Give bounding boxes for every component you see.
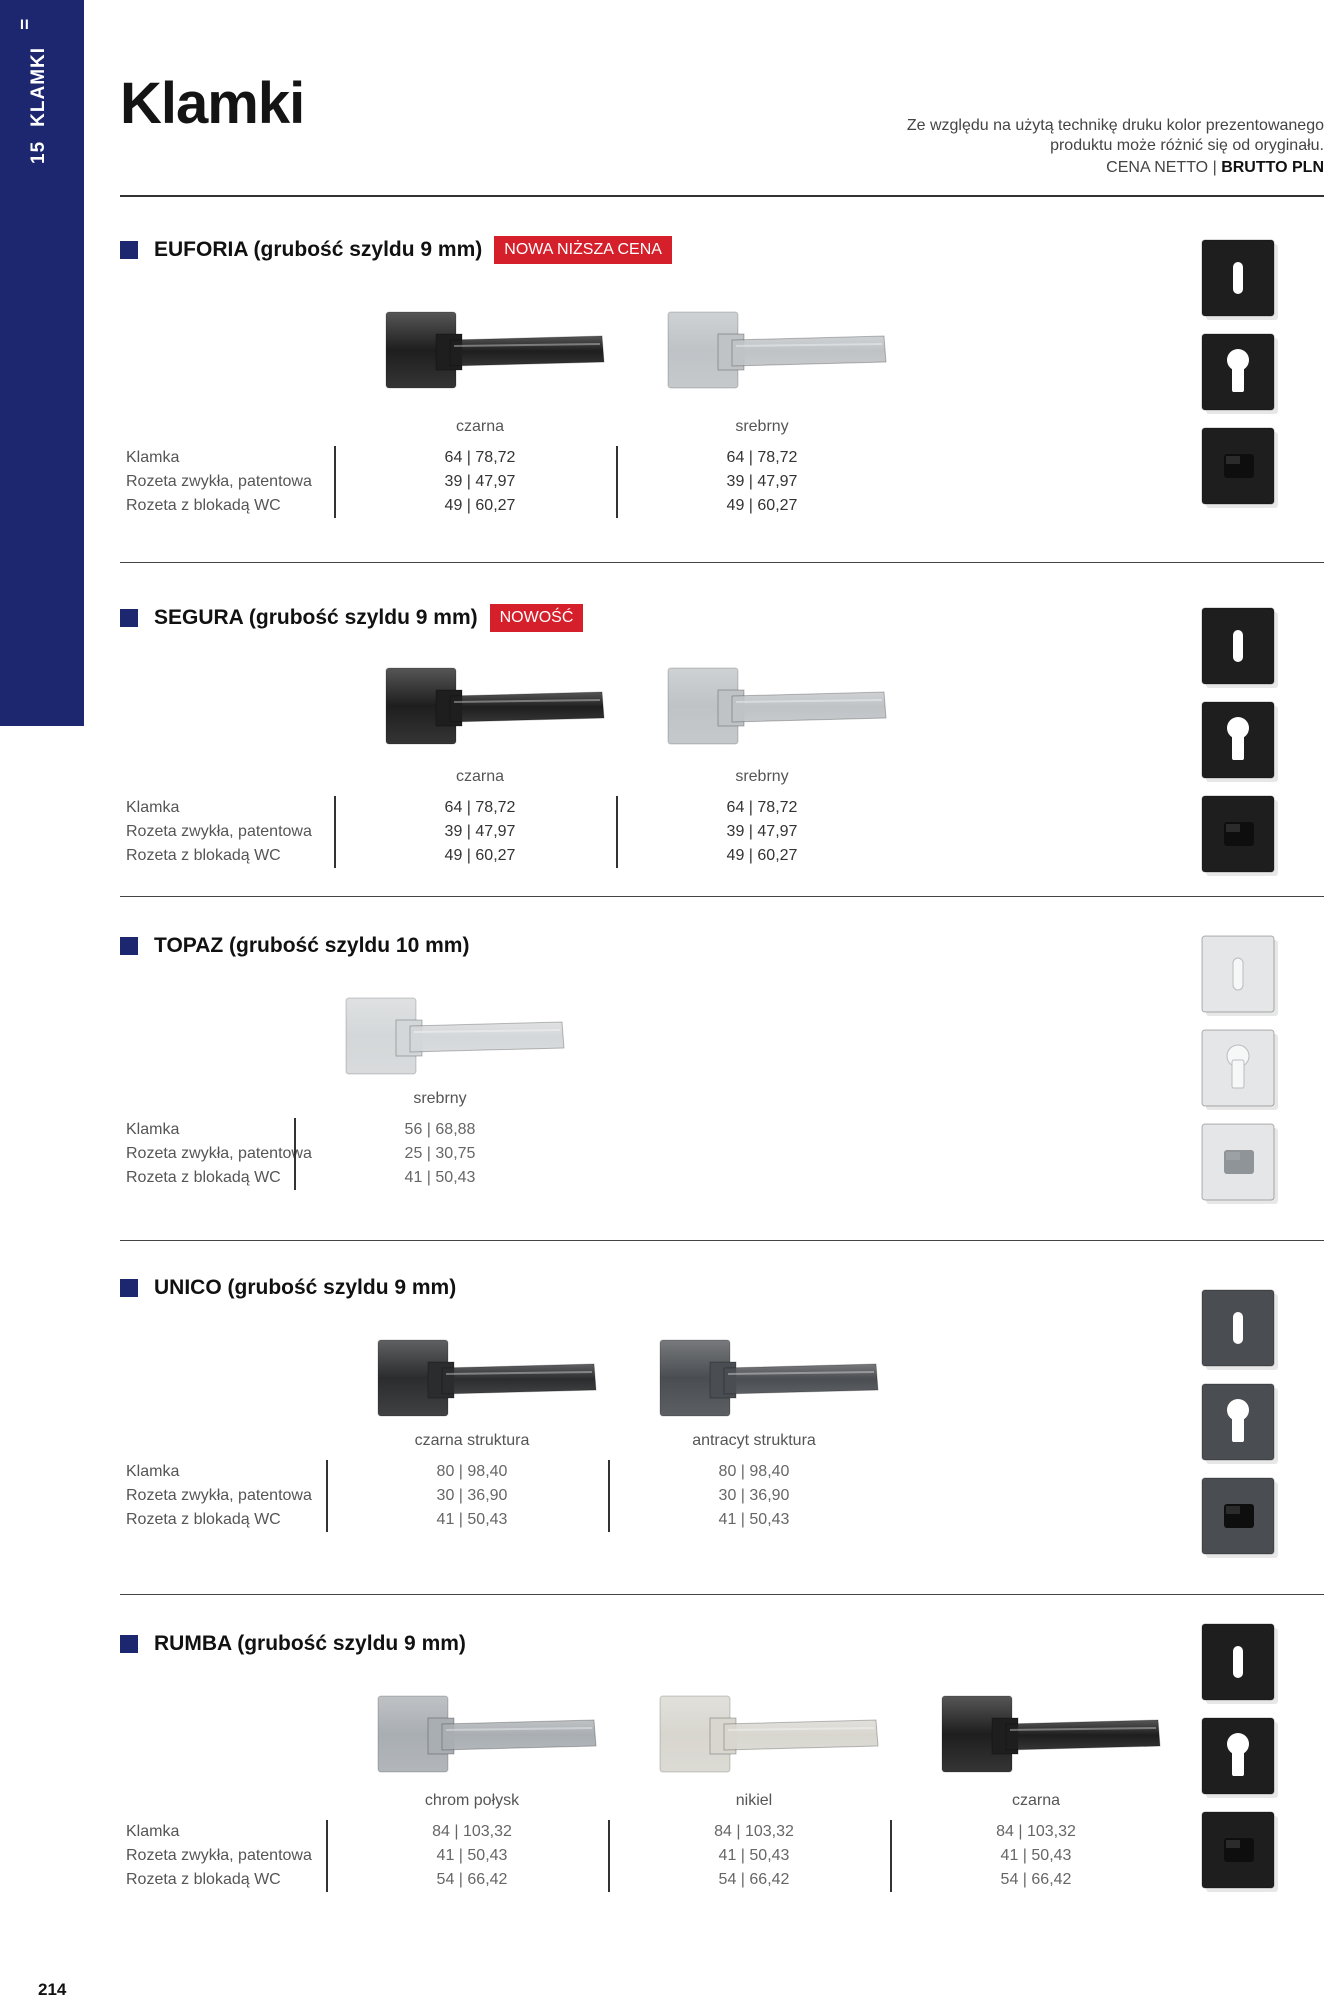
key-rosette-icon	[1200, 1286, 1280, 1374]
price-value: 54 | 66,42	[436, 1871, 508, 1888]
price-value: 30 | 36,90	[718, 1487, 790, 1504]
cylinder-rosette-icon	[1200, 330, 1280, 418]
section-bullet	[120, 609, 138, 627]
page-title: Klamki	[120, 71, 305, 136]
price-value: 41 | 50,43	[436, 1511, 508, 1528]
wc-rosette-icon	[1200, 792, 1280, 880]
price-value: 39 | 47,97	[444, 823, 516, 840]
price-value: 64 | 78,72	[444, 449, 516, 466]
cylinder-rosette-icon	[1200, 1026, 1280, 1114]
section-name: RUMBA (grubość szyldu 9 mm)	[154, 1632, 466, 1655]
row-label: Klamka	[126, 1463, 180, 1480]
variant-label: antracyt struktura	[692, 1432, 816, 1449]
row-label: Rozeta z blokadą WC	[126, 497, 281, 514]
section-name: KLAMKI	[28, 46, 49, 127]
price-header	[860, 158, 1324, 178]
price-value: 54 | 66,42	[1000, 1871, 1072, 1888]
row-labels	[126, 1460, 312, 1532]
row-labels	[126, 1118, 312, 1190]
row-labels	[126, 796, 312, 868]
section-title	[120, 1632, 466, 1656]
variant-label: czarna	[1011, 1792, 1061, 1809]
door-handle-image	[340, 986, 570, 1086]
door-handle-image	[380, 656, 610, 756]
variant-label: chrom połysk	[424, 1792, 520, 1809]
price-value: 49 | 60,27	[444, 847, 516, 864]
variant-label: czarna struktura	[414, 1432, 530, 1449]
variant-label: nikiel	[735, 1792, 773, 1809]
price-value: 49 | 60,27	[726, 847, 798, 864]
wc-rosette-icon	[1200, 424, 1280, 512]
row-label: Rozeta zwykła, patentowa	[126, 1145, 312, 1162]
section-bullet	[120, 1279, 138, 1297]
section-rule	[120, 1594, 1324, 1595]
price-column	[392, 1460, 552, 1532]
promo-badge: NOWA NIŻSZA CENA	[494, 236, 672, 264]
column-divider	[616, 446, 618, 518]
key-rosette-icon	[1200, 604, 1280, 692]
section-rule	[120, 896, 1324, 897]
header-rule	[120, 195, 1324, 197]
price-value: 25 | 30,75	[404, 1145, 476, 1162]
price-value: 41 | 50,43	[718, 1511, 790, 1528]
row-label: Rozeta zwykła, patentowa	[126, 473, 312, 490]
price-value: 64 | 78,72	[444, 799, 516, 816]
section-bullet	[120, 1635, 138, 1653]
variant-label: czarna	[455, 418, 505, 435]
door-handle-image	[372, 1328, 602, 1428]
door-handle-image	[380, 300, 610, 400]
section-name: EUFORIA (grubość szyldu 9 mm)	[154, 238, 483, 261]
price-value: 54 | 66,42	[718, 1871, 790, 1888]
column-divider	[608, 1820, 610, 1892]
price-column	[682, 796, 842, 868]
price-value: 41 | 50,43	[404, 1169, 476, 1186]
price-value: 80 | 98,40	[436, 1463, 508, 1480]
price-value: 80 | 98,40	[718, 1463, 790, 1480]
print-note-line1: Ze względu na użytą technikę druku kolor prezentowanego	[906, 117, 1324, 134]
wc-rosette-icon	[1200, 1808, 1280, 1896]
row-label: Rozeta zwykła, patentowa	[126, 823, 312, 840]
price-column	[400, 446, 560, 518]
section-rule	[120, 1240, 1324, 1241]
price-value: 39 | 47,97	[444, 473, 516, 490]
sidebar-band	[0, 0, 84, 726]
row-label: Rozeta z blokadą WC	[126, 1871, 281, 1888]
price-column	[674, 1460, 834, 1532]
price-value: 49 | 60,27	[726, 497, 798, 514]
section-name: SEGURA (grubość szyldu 9 mm)	[154, 606, 478, 629]
price-value: 41 | 50,43	[718, 1847, 790, 1864]
row-label: Klamka	[126, 799, 180, 816]
key-rosette-icon	[1200, 1620, 1280, 1708]
door-handle-image	[372, 1684, 602, 1784]
column-divider	[326, 1460, 328, 1532]
variant-label: srebrny	[413, 1090, 467, 1107]
row-label: Rozeta z blokadą WC	[126, 847, 281, 864]
price-value: 41 | 50,43	[436, 1847, 508, 1864]
price-column	[392, 1820, 552, 1892]
price-value: 56 | 68,88	[404, 1121, 476, 1138]
page-number: 214	[38, 1980, 67, 1999]
sidebar-section-label	[28, 47, 50, 164]
row-label: Klamka	[126, 1121, 180, 1138]
section-bullet	[120, 241, 138, 259]
price-value: 41 | 50,43	[1000, 1847, 1072, 1864]
variant-label: czarna	[455, 768, 505, 785]
column-divider	[334, 796, 336, 868]
row-label: Rozeta z blokadą WC	[126, 1169, 281, 1186]
section-bullet	[120, 937, 138, 955]
cylinder-rosette-icon	[1200, 1714, 1280, 1802]
section-rule	[120, 562, 1324, 563]
door-handle-image	[936, 1684, 1166, 1784]
row-label: Klamka	[126, 449, 180, 466]
key-rosette-icon	[1200, 932, 1280, 1020]
door-handle-image	[662, 300, 892, 400]
price-column	[400, 796, 560, 868]
row-label: Rozeta zwykła, patentowa	[126, 1847, 312, 1864]
variant-label: srebrny	[735, 418, 789, 435]
column-divider	[294, 1118, 296, 1190]
price-value: 39 | 47,97	[726, 823, 798, 840]
price-value: 64 | 78,72	[726, 449, 798, 466]
price-column	[360, 1118, 520, 1190]
section-name: TOPAZ (grubość szyldu 10 mm)	[154, 934, 470, 957]
price-column	[682, 446, 842, 518]
door-handle-image	[654, 1328, 884, 1428]
price-value: 84 | 103,32	[996, 1823, 1076, 1840]
section-title	[120, 604, 583, 632]
column-divider	[334, 446, 336, 518]
row-labels	[126, 1820, 312, 1892]
wc-rosette-icon	[1200, 1120, 1280, 1208]
row-label: Rozeta zwykła, patentowa	[126, 1487, 312, 1504]
price-value: 84 | 103,32	[432, 1823, 512, 1840]
section-number: 15	[28, 140, 49, 164]
price-column	[956, 1820, 1116, 1892]
section-name: UNICO (grubość szyldu 9 mm)	[154, 1276, 457, 1299]
price-net-label: CENA NETTO	[1106, 159, 1209, 176]
promo-badge: NOWOŚĆ	[490, 604, 584, 632]
column-divider	[616, 796, 618, 868]
row-labels	[126, 446, 312, 518]
row-label: Klamka	[126, 1823, 180, 1840]
column-divider	[326, 1820, 328, 1892]
door-handle-image	[654, 1684, 884, 1784]
column-divider	[608, 1460, 610, 1532]
price-value: 39 | 47,97	[726, 473, 798, 490]
cylinder-rosette-icon	[1200, 1380, 1280, 1468]
price-value: 30 | 36,90	[436, 1487, 508, 1504]
row-label: Rozeta z blokadą WC	[126, 1511, 281, 1528]
cylinder-rosette-icon	[1200, 698, 1280, 786]
price-value: 49 | 60,27	[444, 497, 516, 514]
key-rosette-icon	[1200, 236, 1280, 324]
price-value: 84 | 103,32	[714, 1823, 794, 1840]
door-handle-image	[662, 656, 892, 756]
price-separator: |	[1212, 159, 1217, 176]
variant-label: srebrny	[735, 768, 789, 785]
print-note	[860, 116, 1324, 178]
price-column	[674, 1820, 834, 1892]
price-value: 64 | 78,72	[726, 799, 798, 816]
price-gross-label: BRUTTO PLN	[1221, 159, 1324, 176]
section-title	[120, 1276, 456, 1300]
sidebar-marks: II	[20, 16, 30, 32]
section-title	[120, 236, 672, 264]
section-title	[120, 934, 469, 958]
wc-rosette-icon	[1200, 1474, 1280, 1562]
column-divider	[890, 1820, 892, 1892]
print-note-line2: produktu może różnić się od oryginału.	[1050, 137, 1324, 154]
